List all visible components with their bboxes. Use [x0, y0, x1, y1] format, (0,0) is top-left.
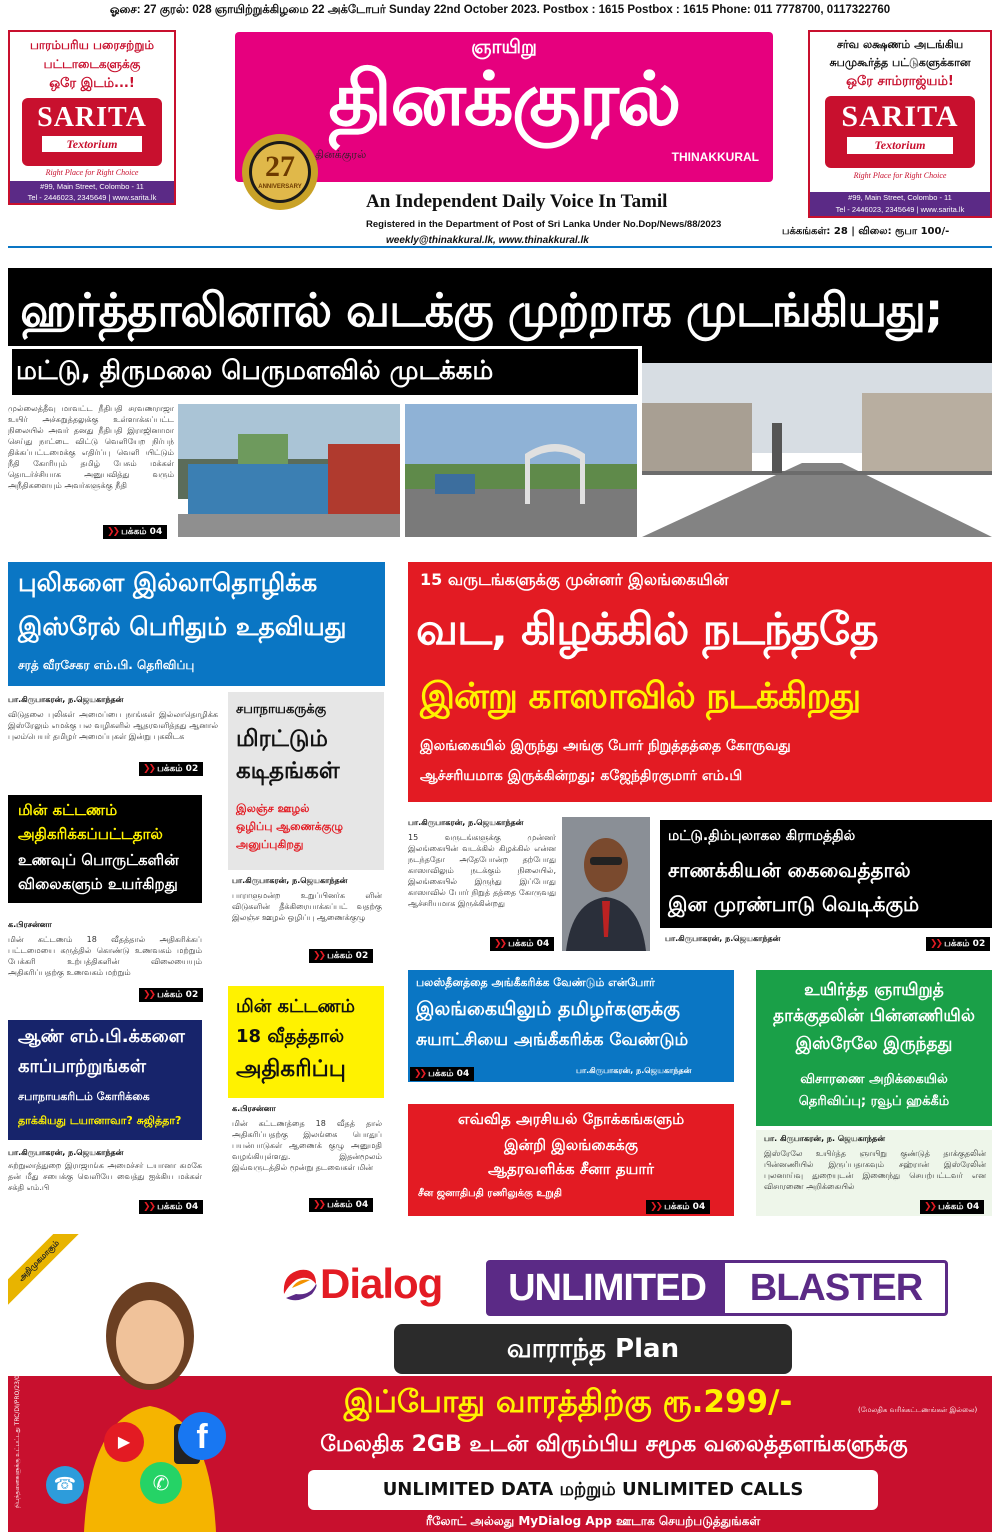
dialog-unlimited-box: [486, 1260, 948, 1316]
china-story-line2: இன்றி இலங்கைக்கு: [503, 1136, 639, 1154]
black-story-page-ref[interactable]: [139, 988, 203, 1002]
dialog-plan: வாராந்த Plan: [506, 1334, 680, 1364]
page-ref-text: பக்கம் 02: [327, 951, 369, 961]
masthead-title: தினக்குரல்: [328, 57, 680, 143]
sarita-ad-right[interactable]: [808, 30, 992, 218]
red-story-byline: பா.கிருபாகரன், ந.ஜெயகாந்தன்: [408, 818, 524, 827]
page-ref-text: பக்கம் 02: [157, 764, 199, 774]
yellow-story-line1: மின் கட்டணம்: [236, 996, 355, 1017]
sarita-ad-left[interactable]: [8, 30, 176, 205]
arrow-icon: ❯❯: [924, 1202, 936, 1212]
arrow-icon: ❯❯: [313, 1200, 325, 1210]
yellow-story-page-ref[interactable]: [309, 1198, 373, 1212]
anniversary-number: 27: [265, 150, 295, 183]
header-divider: [8, 246, 992, 248]
black-story-body: மின் கட்டணம் 18 வீதத்தால் அதிகரிக்கப் பட்டமையை கருத்தில் கொண்டு உணவகம் மற்றும் பேக்கரி உற்பத்திகளின் விலையையும் அதிகரிப்பதற்கு உணவகம் மற்றும்: [8, 935, 202, 977]
arrow-icon: ❯❯: [107, 527, 119, 537]
lead-page-ref[interactable]: [103, 525, 167, 539]
red-story-kicker: 15 வருடங்களுக்கு முன்னர் இலங்கையின்: [420, 570, 729, 589]
grey-story-line4: இலஞ்ச ஊழல்: [236, 802, 310, 815]
ad-right-brand: SARITA: [841, 100, 959, 133]
green-story-line5: தெரிவிப்பு; ரவூப் ஹக்கீம்: [798, 1094, 950, 1109]
navy-story-page-ref[interactable]: [139, 1200, 203, 1214]
ad-right-line3: ஒரே சாம்ராஜ்யம்!: [846, 74, 954, 89]
ad-left-brand: SARITA: [37, 102, 147, 133]
dialog-logo: [278, 1264, 320, 1306]
blue-story-body: விடுதலை புலிகள் அமைப்பை நாங்கள் இல்லாதொழிக்க இஸ்ரேலும் எமக்கு பல வழிகளில் ஆதரவளித்தது ஆனால் புலம்பெயர் தமிழர் அமைப்புகள் இன்று புகலிடக: [8, 710, 218, 741]
red-story-line3: இலங்கையில் இருந்து அங்கு போர் நிறுத்தத்தை கோருவது: [420, 738, 791, 754]
ad-left-logo: [22, 98, 162, 166]
grey-story-box: [228, 692, 384, 870]
ad-right-sub: Textorium: [847, 137, 953, 154]
ad-left-tel: Tel - 2446023, 2345649 | www.sarita.lk: [27, 193, 157, 202]
whatsapp-icon: ✆: [140, 1462, 182, 1504]
navy-story-line3: சபாநாயகரிடம் கோரிக்கை: [18, 1090, 150, 1103]
photo-empty-road: [405, 404, 637, 537]
page-ref-text: பக்கம் 04: [938, 1202, 980, 1212]
blue-story-byline: பா.கிருபாகரன், ந.ஜெயகாந்தன்: [8, 695, 124, 704]
price-info: பக்கங்கள்: 28 | விலை: ரூபா 100/-: [782, 226, 950, 237]
green-story-line2: தாக்குதலின் பின்னணியில்: [773, 1006, 975, 1026]
blue-story-line1: புலிகளை இல்லாதொழிக்க: [18, 568, 318, 597]
page-ref-text: பக்கம் 04: [157, 1202, 199, 1212]
page-ref-text: பக்கம் 02: [157, 990, 199, 1000]
arrow-icon: ❯❯: [930, 939, 942, 949]
ad-left-line1: பாரம்பரிய பரைசற்றும்: [29, 38, 155, 52]
dialog-unlimited: UNLIMITED: [489, 1263, 725, 1313]
green-story-box: [756, 970, 992, 1126]
pal-story-box: [408, 970, 734, 1082]
dialog-ribbon-text: அறிமுகமாகும்: [16, 1238, 61, 1283]
mattu-story-line2: சாணக்கியன் கைவைத்தால்: [668, 858, 911, 882]
page-ref-text: பக்கம் 04: [664, 1202, 706, 1212]
lead-subhead-box: [8, 346, 642, 398]
black-story-line4: விலைகளும் உயர்கிறது: [18, 875, 178, 893]
black-story-line3: உணவுப் பொருட்களின்: [18, 851, 179, 869]
pal-story-line1: இலங்கையிலும் தமிழர்களுக்கு: [416, 998, 680, 1020]
china-story-page-ref[interactable]: [646, 1200, 710, 1214]
yellow-story-box: [228, 986, 384, 1098]
green-story-byline: பா. கிருபாகரன், ந. ஜெயகாந்தன்: [764, 1134, 886, 1143]
blue-story-line3: சரத் வீரசேகர எம்.பி. தெரிவிப்பு: [18, 658, 195, 672]
china-story-line4: சீன ஜனாதிபதி ரணிலுக்கு உறுதி: [418, 1188, 562, 1199]
lead-subhead: மட்டு, திருமலை பெருமளவில் முடக்கம்: [12, 349, 638, 395]
ad-right-tagline: Right Place for Right Choice: [853, 171, 947, 180]
grey-story-line6: அனுப்புகிறது: [236, 838, 304, 851]
green-story-line4: விசாரணை அறிக்கையில்: [800, 1072, 948, 1087]
mattu-story-box: [660, 820, 992, 928]
navy-story-body: சுற்றுலாத்துறை இராஜாங்க அமைச்சர் டயானா கமகே தன் மீது சபைக்கு வெளியே வைத்து ஐக்கிய மக்கள் சக்தி எம்.பி: [8, 1161, 202, 1192]
lead-body: முல்லைத்தீவு மாவட்ட நீதிபதி சரவணராஜா உயிர் அச்சுறுத்தலுக்கு உள்ளாக்கப்பட்ட நிலையில் அவர் தனது நீதிபதி இராஜினாமா செய்து நாட்டை விட்டு வெளியேற நிர்பந் திக்கப்பட்டமைக்கு எதிர்ப்பு வெளி யிட்டும் நீதி கோரியும் தமிழ் பேசும் மக்கள் தொடர்ச்சியாக அனுபவித்து வரும் அநீதிகளையும் அவர்களுக்கு நீதி: [8, 404, 174, 490]
arrow-icon: ❯❯: [143, 1202, 155, 1212]
mattu-story-page-ref[interactable]: [926, 937, 990, 951]
navy-story-line2: காப்பாற்றுங்கள்: [18, 1056, 146, 1077]
ad-left-line2: பட்டாடைகளுக்கு: [43, 57, 141, 71]
ad-right-line1: சர்வ லக்ஷணம் அடங்கிய: [836, 38, 964, 51]
ad-left-tagline: Right Place for Right Choice: [45, 168, 139, 177]
ad-left-address-box: [10, 181, 174, 203]
ad-right-logo: [825, 96, 975, 168]
masthead-sub-tamil: தினக்குரல்: [315, 148, 367, 161]
pal-story-page-ref[interactable]: [410, 1067, 474, 1081]
masthead-registered: Registered in the Department of Post of Sri Lanka Under No.Dop/News/88/2023: [366, 219, 722, 230]
ad-left-line3: ஒரே இடம்...!: [49, 76, 135, 91]
dialog-extra: மேலதிக 2GB உடன் விரும்பிய சமூக வலைத்தளங்களுக்கு: [320, 1432, 908, 1457]
youtube-icon: ▶: [104, 1422, 144, 1462]
page-ref-text: பக்கம் 04: [508, 939, 550, 949]
grey-story-line3: கடிதங்கள்: [236, 758, 340, 784]
dialog-plan-box: [394, 1324, 792, 1374]
masthead-english: THINAKKURAL: [671, 150, 759, 164]
navy-story-line1: ஆண் எம்.பி.க்களை: [18, 1026, 185, 1047]
photo-closed-shop: [178, 404, 400, 537]
dialog-brand: Dialog: [320, 1260, 443, 1307]
red-story-page-ref[interactable]: [490, 937, 554, 951]
lead-headline: ஹர்த்தாலினால் வடக்கு முற்றாக முடங்கியது;: [20, 283, 943, 337]
ad-right-address: #99, Main Street, Colombo - 11: [848, 193, 952, 202]
grey-story-page-ref[interactable]: [309, 949, 373, 963]
red-story-line4: ஆச்சரியமாக இருக்கின்றது; கஜேந்திரகுமார் எம்.பி: [420, 768, 743, 784]
arrow-icon: ❯❯: [494, 939, 506, 949]
ad-left-sub: Textorium: [42, 136, 142, 152]
mattu-story-line3: இன முரண்பாடு வெடிக்கும்: [668, 892, 920, 916]
black-story-byline: க.பிரசன்னா: [8, 920, 52, 929]
page-ref-text: பக்கம் 04: [327, 1200, 369, 1210]
masthead-tagline: An Independent Daily Voice In Tamil: [366, 191, 668, 212]
dialog-blaster: BLASTER: [749, 1267, 923, 1309]
photo-deserted-street: [642, 363, 992, 537]
mattu-story-byline: பா.கிருபாகரன், ந.ஜெயகாந்தன்: [665, 934, 781, 943]
arrow-icon: ❯❯: [143, 990, 155, 1000]
dialog-price: இப்போது வாரத்திற்கு ரூ.299/-: [343, 1384, 793, 1420]
dialog-ad[interactable]: [8, 1234, 992, 1532]
anniversary-badge: [240, 132, 320, 212]
arrow-icon: ❯❯: [414, 1069, 426, 1079]
red-story-line1: வட, கிழக்கில் நடந்ததே: [416, 604, 878, 655]
red-story-line2: இன்று காஸாவில் நடக்கிறது: [420, 676, 861, 717]
navy-story-line4: தாக்கியது டயானாவா? சுஜித்தா?: [18, 1114, 182, 1127]
green-story-body: இஸ்ரேலே உயிர்த்த ஞாயிறு குண்டுத் தாக்குதலின் பின்னணியில் இருப்பதாகவும் சஹ்ரான் இஸ்ரேலின் புலனாய்வு துறையுடன் இணைந்து செயற்பட்டவர் என விசாரணை அறிக்கையில்: [764, 1149, 986, 1191]
red-story-body: 15 வருடங்களுக்கு முன்னர் இலங்கையின் வடக்கில் கிழக்கில் என்ன நடந்ததோ அதேபோன்ற தற்போது காஸாவிலும் நடக்கும் நிலையில், இலங்கையில் இருந்து இப்போது காஸாவில் போர் நிறுத் தத்தை கோருவது ஆச்சரியமாக இருக்கின்றது: [408, 833, 556, 908]
grey-story-body: பாராளுமன்ற உறுப்பினர்க ளின் விடுகளின் தீக்கிரையாக்கப்பட் வதற்கு இலஞ்ச ஊழல் ஒழிப்பு ஆணைக்குழு: [232, 891, 382, 922]
masthead-contacts: weekly@thinakkural.lk, www.thinakkural.lk: [386, 235, 589, 246]
china-story-line1: எவ்வித அரசியல் நோக்கங்களும்: [457, 1110, 685, 1128]
blue-story-line2: இஸ்ரேல் பெரிதும் உதவியது: [18, 612, 347, 641]
yellow-story-byline: க.பிரசன்னா: [232, 1104, 276, 1113]
ad-left-address: #99, Main Street, Colombo - 11: [40, 182, 144, 191]
mattu-story-line1: மட்டு.திம்புலாகல கிராமத்தில்: [668, 828, 856, 844]
pal-story-line2: சுயாட்சியை அங்கீகரிக்க வேண்டும்: [416, 1030, 689, 1050]
grey-story-line1: சபாநாயகருக்கு: [236, 702, 327, 717]
yellow-story-line3: அதிகரிப்பு: [236, 1056, 346, 1082]
top-info-bar: ஓசை: 27 குரல்: 028 ஞாயிற்றுக்கிழமை 22 அக்டோபர் Sunday 22nd October 2023. Postbox : 1615 Postbox : 1615 Phone: 011 7778700, 0117322760: [109, 4, 891, 16]
dialog-logo-icon: [278, 1264, 320, 1306]
phone-call-icon: ☎: [46, 1466, 84, 1504]
navy-story-byline: பா.கிருபாகரன், ந.ஜெயகாந்தன்: [8, 1148, 124, 1157]
grey-story-byline: பா.கிருபாகரன், ந.ஜெயகாந்தன்: [232, 876, 348, 885]
pal-story-kicker: பலஸ்தீனத்தை அங்கீகரிக்க வேண்டும் என்போர்: [416, 976, 655, 989]
page-ref-text: பக்கம் 04: [121, 527, 163, 537]
yellow-story-body: மின் கட்டணத்தை 18 வீதத் தால் அதிகரிப்பதற்கு இலங்கை பொதுப் பயன்பாடுகள் ஆணைக் குழு அனுமதி வழங்கியுள்ளது. இதன்மூலம் இவ்வருடத்தில் மூன்று தடவைகள் மின்: [232, 1119, 382, 1172]
ad-right-line2: சுபமுகூர்த்த பட்டுகளுக்கான: [829, 56, 971, 69]
green-story-line1: உயிர்த்த ஞாயிறுத்: [804, 980, 944, 1000]
arrow-icon: ❯❯: [650, 1202, 662, 1212]
blue-story-box: [8, 562, 385, 686]
green-story-line3: இஸ்ரேலே இருந்தது: [795, 1034, 953, 1054]
black-story-line1: மின் கட்டணம்: [18, 801, 118, 819]
facebook-icon: f: [178, 1412, 226, 1460]
arrow-icon: ❯❯: [143, 764, 155, 774]
dialog-activate: ரீலோட் அல்லது MyDialog App ஊடாக செயற்படுத்துங்கள்: [425, 1514, 761, 1528]
blue-story-page-ref[interactable]: [139, 762, 203, 776]
masthead-small-title: ஞாயிறு: [471, 36, 537, 58]
dialog-unlimited-calls: UNLIMITED DATA மற்றும் UNLIMITED CALLS: [382, 1479, 804, 1500]
arrow-icon: ❯❯: [313, 951, 325, 961]
red-story-box: [408, 562, 992, 802]
page-ref-text: பக்கம் 02: [944, 939, 986, 949]
dialog-price-note: (மேலதிக வரிக்கட்டணங்கள் இல்லை): [858, 1406, 978, 1414]
black-story-line2: அதிகரிக்கப்பட்டதால்: [18, 825, 163, 843]
ad-right-tel: Tel - 2446023, 2345649 | www.sarita.lk: [835, 205, 965, 214]
page-ref-text: பக்கம் 04: [428, 1069, 470, 1079]
ad-right-address-box: [810, 192, 990, 216]
yellow-story-line2: 18 வீதத்தால்: [236, 1026, 345, 1047]
dialog-unlimited-calls-box: [308, 1470, 878, 1510]
navy-story-box: [8, 1020, 202, 1140]
grey-story-line2: மிரட்டும்: [236, 726, 328, 752]
china-story-line3: ஆதரவளிக்க சீனா தயார்: [487, 1160, 655, 1178]
pal-story-byline: பா.கிருபாகரன், ந.ஜெயகாந்தன்: [576, 1066, 692, 1075]
green-story-page-ref[interactable]: [920, 1200, 984, 1214]
anniversary-word: ANNIVERSARY: [258, 184, 302, 190]
dialog-side-note: நிபந்தனைகளுக்கு உட்பட்டது TRC/DI/PRO/23/01: [14, 1371, 21, 1508]
photo-gajendrakumar: [562, 817, 650, 951]
grey-story-line5: ஒழிப்பு ஆணைக்குழு: [236, 820, 344, 833]
black-story-box: [8, 795, 202, 903]
